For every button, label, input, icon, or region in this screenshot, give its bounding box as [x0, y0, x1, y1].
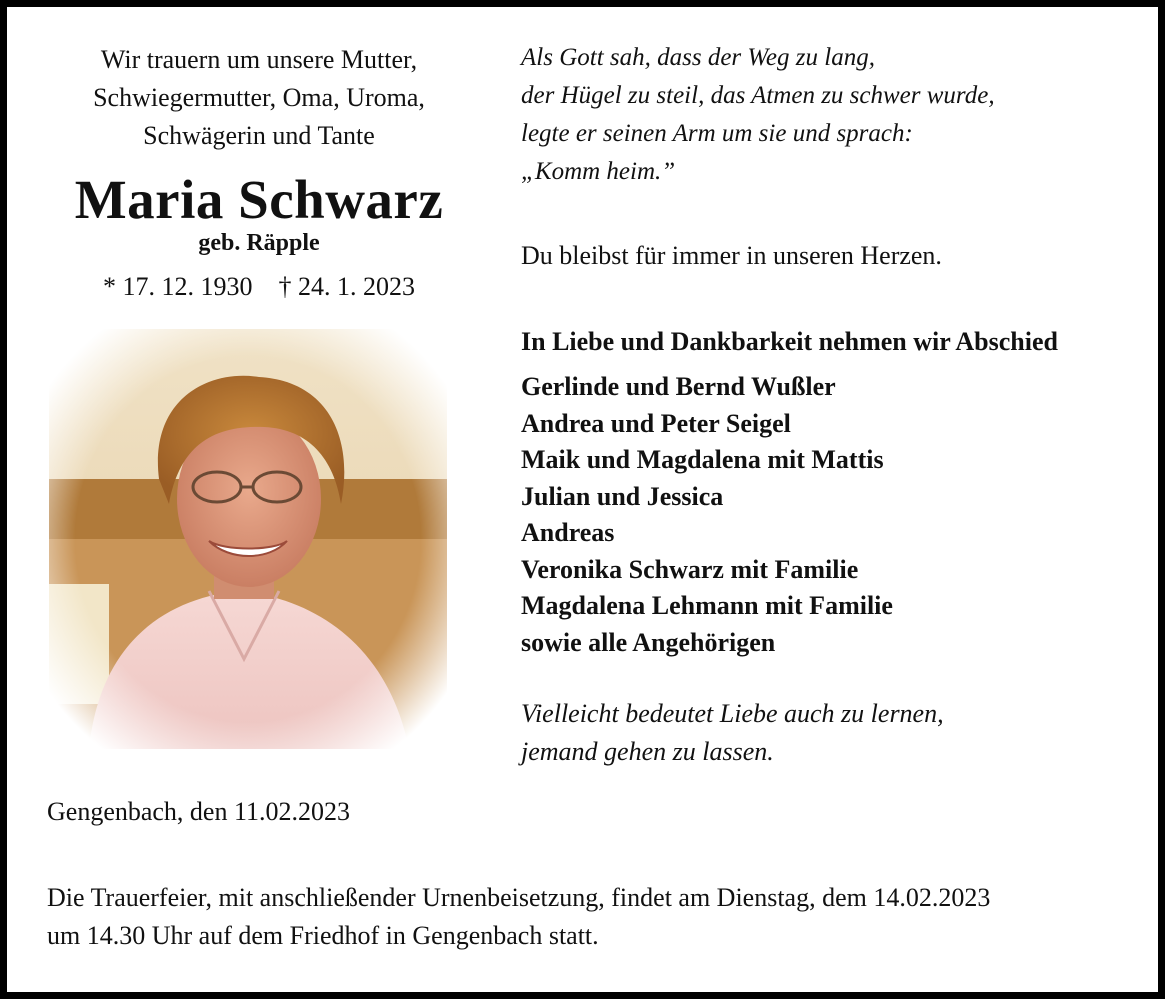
poem-line-3: legte er seinen Arm um sie und sprach:: [521, 120, 913, 147]
poem-line-4: „Komm heim.”: [521, 158, 676, 185]
closing-line-2: jemand gehen zu lassen.: [521, 737, 774, 766]
portrait-photo: [49, 329, 447, 749]
mourner: Veronika Schwarz mit Familie: [521, 554, 859, 584]
ceremony-line-2: um 14.30 Uhr auf dem Friedhof in Gengenbach statt.: [47, 921, 599, 950]
ceremony-info: [47, 879, 1137, 955]
mourner: Andreas: [521, 518, 615, 547]
mourner: Magdalena Lehmann mit Familie: [521, 591, 893, 620]
birth-date: * 17. 12. 1930: [103, 272, 253, 301]
intro-line-2: Schwiegermutter, Oma, Uroma,: [93, 83, 425, 112]
intro-line-3: Schwägerin und Tante: [143, 121, 375, 150]
ceremony-line-1: Die Trauerfeier, mit anschließender Urnenbeisetzung, findet am Dienstag, dem 14.02.2023: [47, 883, 991, 912]
poem: [521, 39, 1141, 191]
mourner: Julian und Jessica: [521, 481, 724, 511]
heart-line: Du bleibst für immer in unseren Herzen.: [521, 241, 942, 270]
deceased-name: Maria Schwarz: [74, 169, 444, 230]
poem-line-1: Als Gott sah, dass der Weg zu lang,: [521, 44, 875, 71]
closing-line-1: Vielleicht bedeutet Liebe auch zu lernen,: [521, 699, 944, 728]
death-date: † 24. 1. 2023: [278, 272, 415, 301]
poem-line-2: der Hügel zu steil, das Atmen zu schwer wurde,: [521, 82, 995, 109]
life-dates: [47, 269, 471, 305]
mourner: Maik und Magdalena mit Mattis: [521, 445, 884, 474]
intro-line-1: Wir trauern um unsere Mutter,: [100, 45, 418, 74]
maiden-name: geb. Räpple: [198, 230, 320, 256]
intro-text: [47, 41, 471, 155]
mourner: sowie alle Angehörigen: [521, 627, 776, 657]
closing-quote: [521, 695, 1141, 771]
mourner: Gerlinde und Bernd Wußler: [521, 372, 836, 401]
mourner: Andrea und Peter Seigel: [521, 408, 791, 438]
place-and-date: Gengenbach, den 11.02.2023: [47, 797, 351, 826]
mourners-list: [521, 369, 893, 661]
farewell-heading: In Liebe und Dankbarkeit nehmen wir Abschied: [521, 327, 1058, 356]
